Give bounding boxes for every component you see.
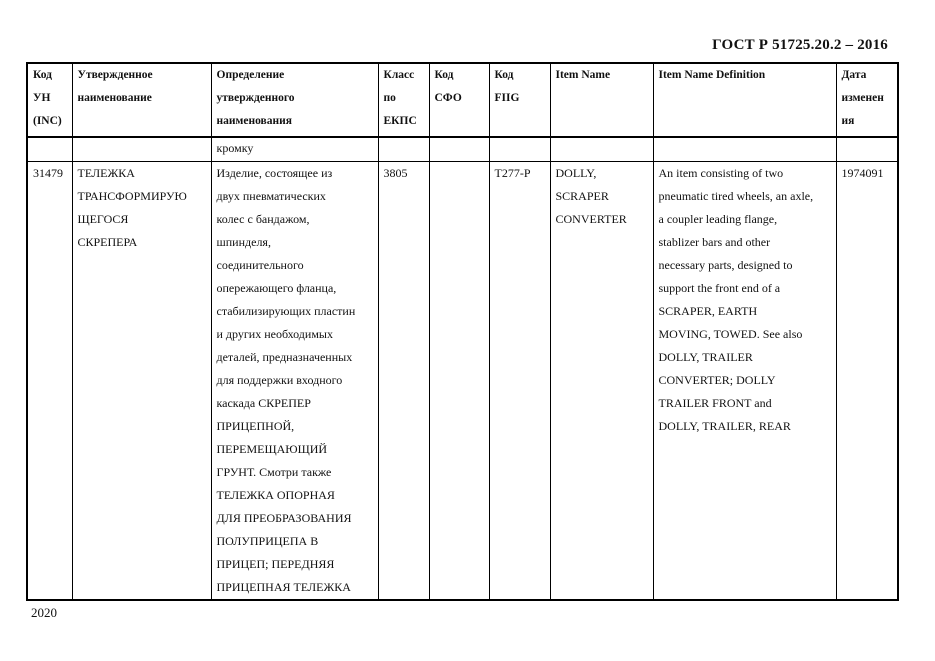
item-name-definition-cell: An item consisting of two pneumatic tired wheels, an axle, a coupler leading flange, stablizer bars and other necessary parts, designed to support the front end of a SCRAPER, EARTH MOVING, TOWED. See also DOLLY, TRAILER CONVERTER; DOLLY TRAILER FRONT and DOLLY, TRAILER, REAR (653, 162, 836, 601)
col-header-sfo-code: Код СФО (429, 63, 489, 137)
continuation-row (27, 137, 898, 162)
col-header-ekps-class: Класс по ЕКПС (378, 63, 429, 137)
col-header-definition: Определение утвержденного наименования (211, 63, 378, 137)
page-number: 2020 (31, 605, 57, 620)
continuation-definition-cell: кромку (211, 137, 378, 162)
definition-cell: Изделие, состоящее из двух пневматических колес с бандажом, шпинделя, соединительного опережающего фланца, стабилизирующих пластин и других необходимых деталей, предназначенных для поддержки входного каскада СКРЕПЕР ПРИЦЕПНОЙ, ПЕРЕМЕЩАЮЩИЙ ГРУНТ. Смотри также ТЕЛЕЖКА ОПОРНАЯ ДЛЯ ПРЕОБРАЗОВАНИЯ ПОЛУПРИЦЕПА В ПРИЦЕП; ПЕРЕДНЯЯ ПРИЦЕПНАЯ ТЕЛЕЖКА (211, 162, 378, 601)
col-header-approved-name: Утвержденное наименование (72, 63, 211, 137)
sfo-code-cell (429, 162, 489, 601)
item-name-cell: DOLLY, SCRAPER CONVERTER (550, 162, 653, 601)
change-date-cell: 1974091 (836, 162, 898, 601)
approved-name-cell: ТЕЛЕЖКА ТРАНСФОРМИРУЮ ЩЕГОСЯ СКРЕПЕРА (72, 162, 211, 601)
ekps-class-cell: 3805 (378, 162, 429, 601)
catalog-table (26, 62, 899, 601)
fiig-code-cell: T277-P (489, 162, 550, 601)
col-header-item-name: Item Name (550, 63, 653, 137)
inc-code-cell: 31479 (27, 162, 72, 601)
col-header-item-name-definition: Item Name Definition (653, 63, 836, 137)
document-title: ГОСТ Р 51725.20.2 – 2016 (712, 37, 888, 53)
col-header-inc-code: Код УН (INC) (27, 63, 72, 137)
header-row (27, 63, 898, 137)
col-header-fiig-code: Код FIIG (489, 63, 550, 137)
table-row (27, 162, 898, 601)
col-header-change-date: Дата изменен ия (836, 63, 898, 137)
